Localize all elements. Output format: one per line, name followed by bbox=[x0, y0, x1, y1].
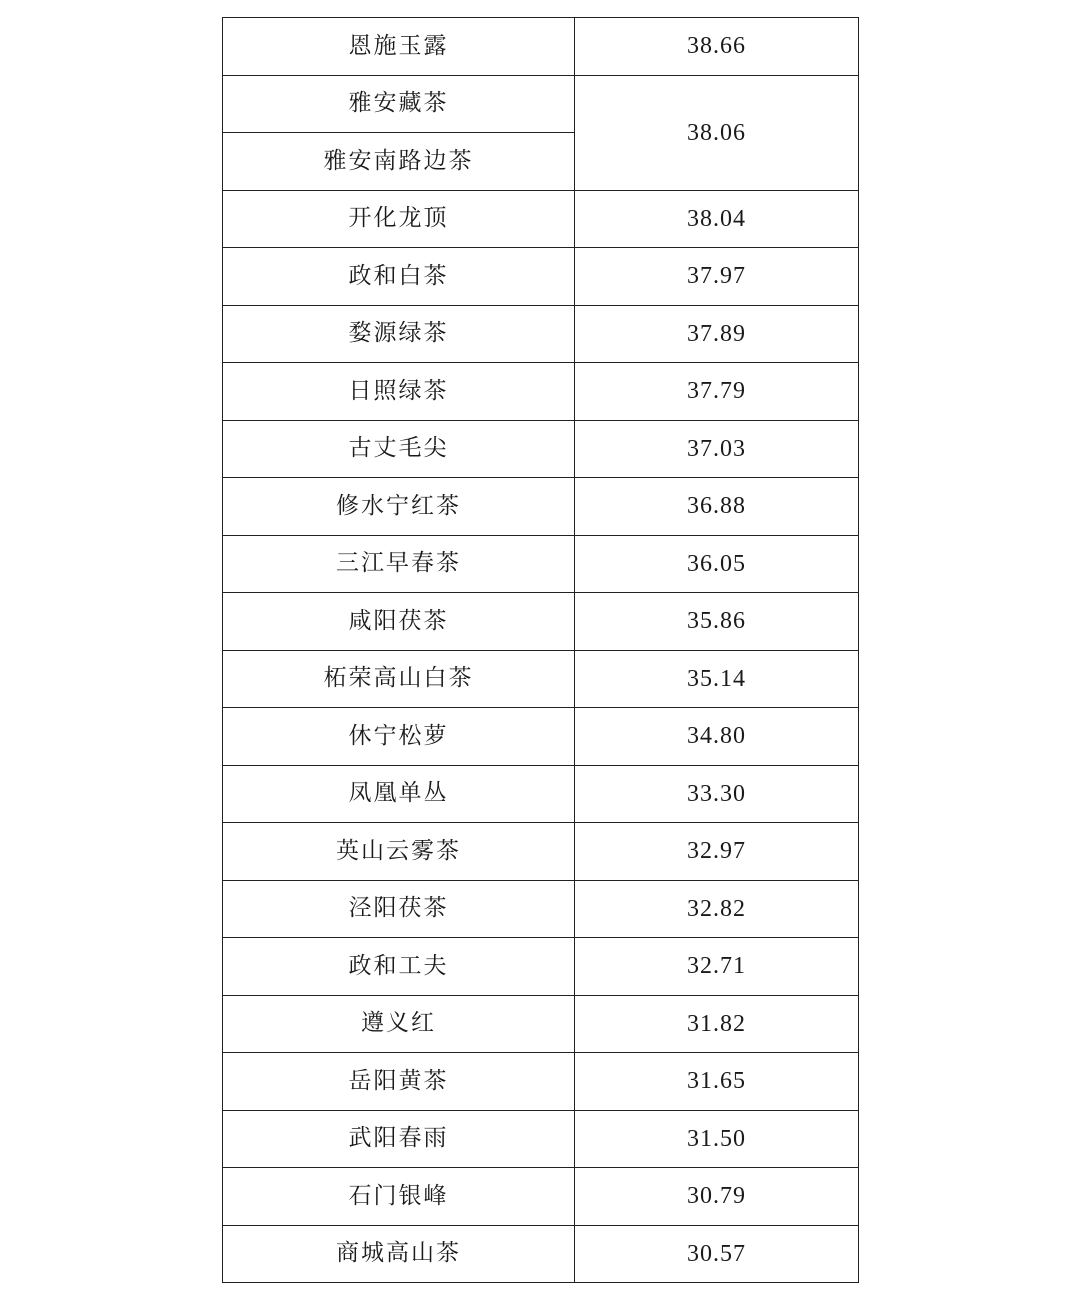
table-row bbox=[223, 1168, 859, 1226]
table-row bbox=[223, 1225, 859, 1283]
value-cell: 34.80 bbox=[575, 708, 859, 766]
table-body bbox=[223, 18, 859, 1283]
value-cell: 36.88 bbox=[575, 478, 859, 536]
tea-name-cell: 雅安藏茶 bbox=[223, 75, 575, 133]
tea-name-cell: 日照绿茶 bbox=[223, 363, 575, 421]
table-row bbox=[223, 938, 859, 996]
table-row bbox=[223, 650, 859, 708]
value-cell: 37.89 bbox=[575, 305, 859, 363]
table-row bbox=[223, 995, 859, 1053]
tea-name-cell: 泾阳茯茶 bbox=[223, 880, 575, 938]
tea-name-cell: 开化龙顶 bbox=[223, 190, 575, 248]
tea-name-cell: 凤凰单丛 bbox=[223, 765, 575, 823]
tea-name-cell: 咸阳茯茶 bbox=[223, 593, 575, 651]
tea-name-cell: 修水宁红茶 bbox=[223, 478, 575, 536]
value-cell: 37.97 bbox=[575, 248, 859, 306]
table-row bbox=[223, 823, 859, 881]
tea-name-cell: 三江早春茶 bbox=[223, 535, 575, 593]
value-cell: 31.65 bbox=[575, 1053, 859, 1111]
table-row bbox=[223, 708, 859, 766]
tea-name-cell: 古丈毛尖 bbox=[223, 420, 575, 478]
tea-name-cell: 英山云雾茶 bbox=[223, 823, 575, 881]
tea-name-cell: 政和白茶 bbox=[223, 248, 575, 306]
table-row bbox=[223, 478, 859, 536]
table-row bbox=[223, 593, 859, 651]
tea-name-cell: 遵义红 bbox=[223, 995, 575, 1053]
value-cell: 35.14 bbox=[575, 650, 859, 708]
value-cell: 36.05 bbox=[575, 535, 859, 593]
value-cell: 31.82 bbox=[575, 995, 859, 1053]
table-row bbox=[223, 305, 859, 363]
table-row bbox=[223, 363, 859, 421]
value-cell: 37.03 bbox=[575, 420, 859, 478]
value-cell: 33.30 bbox=[575, 765, 859, 823]
table-row bbox=[223, 1053, 859, 1111]
table-row bbox=[223, 75, 859, 133]
table-row bbox=[223, 18, 859, 76]
table-row bbox=[223, 248, 859, 306]
table-row bbox=[223, 190, 859, 248]
value-cell: 30.57 bbox=[575, 1225, 859, 1283]
tea-name-cell: 恩施玉露 bbox=[223, 18, 575, 76]
value-cell: 32.97 bbox=[575, 823, 859, 881]
table-row bbox=[223, 420, 859, 478]
value-cell: 38.66 bbox=[575, 18, 859, 76]
value-cell: 38.06 bbox=[575, 75, 859, 190]
table-row bbox=[223, 765, 859, 823]
value-cell: 38.04 bbox=[575, 190, 859, 248]
tea-name-cell: 政和工夫 bbox=[223, 938, 575, 996]
tea-name-cell: 商城高山茶 bbox=[223, 1225, 575, 1283]
table-row bbox=[223, 535, 859, 593]
table-row bbox=[223, 880, 859, 938]
tea-name-cell: 柘荣高山白茶 bbox=[223, 650, 575, 708]
tea-name-cell: 岳阳黄茶 bbox=[223, 1053, 575, 1111]
value-cell: 32.71 bbox=[575, 938, 859, 996]
value-cell: 37.79 bbox=[575, 363, 859, 421]
tea-value-table bbox=[222, 17, 859, 1283]
value-cell: 31.50 bbox=[575, 1110, 859, 1168]
tea-name-cell: 石门银峰 bbox=[223, 1168, 575, 1226]
tea-name-cell: 婺源绿茶 bbox=[223, 305, 575, 363]
tea-name-cell: 武阳春雨 bbox=[223, 1110, 575, 1168]
value-cell: 30.79 bbox=[575, 1168, 859, 1226]
tea-name-cell: 雅安南路边茶 bbox=[223, 133, 575, 191]
value-cell: 32.82 bbox=[575, 880, 859, 938]
table-row bbox=[223, 1110, 859, 1168]
tea-name-cell: 休宁松萝 bbox=[223, 708, 575, 766]
value-cell: 35.86 bbox=[575, 593, 859, 651]
